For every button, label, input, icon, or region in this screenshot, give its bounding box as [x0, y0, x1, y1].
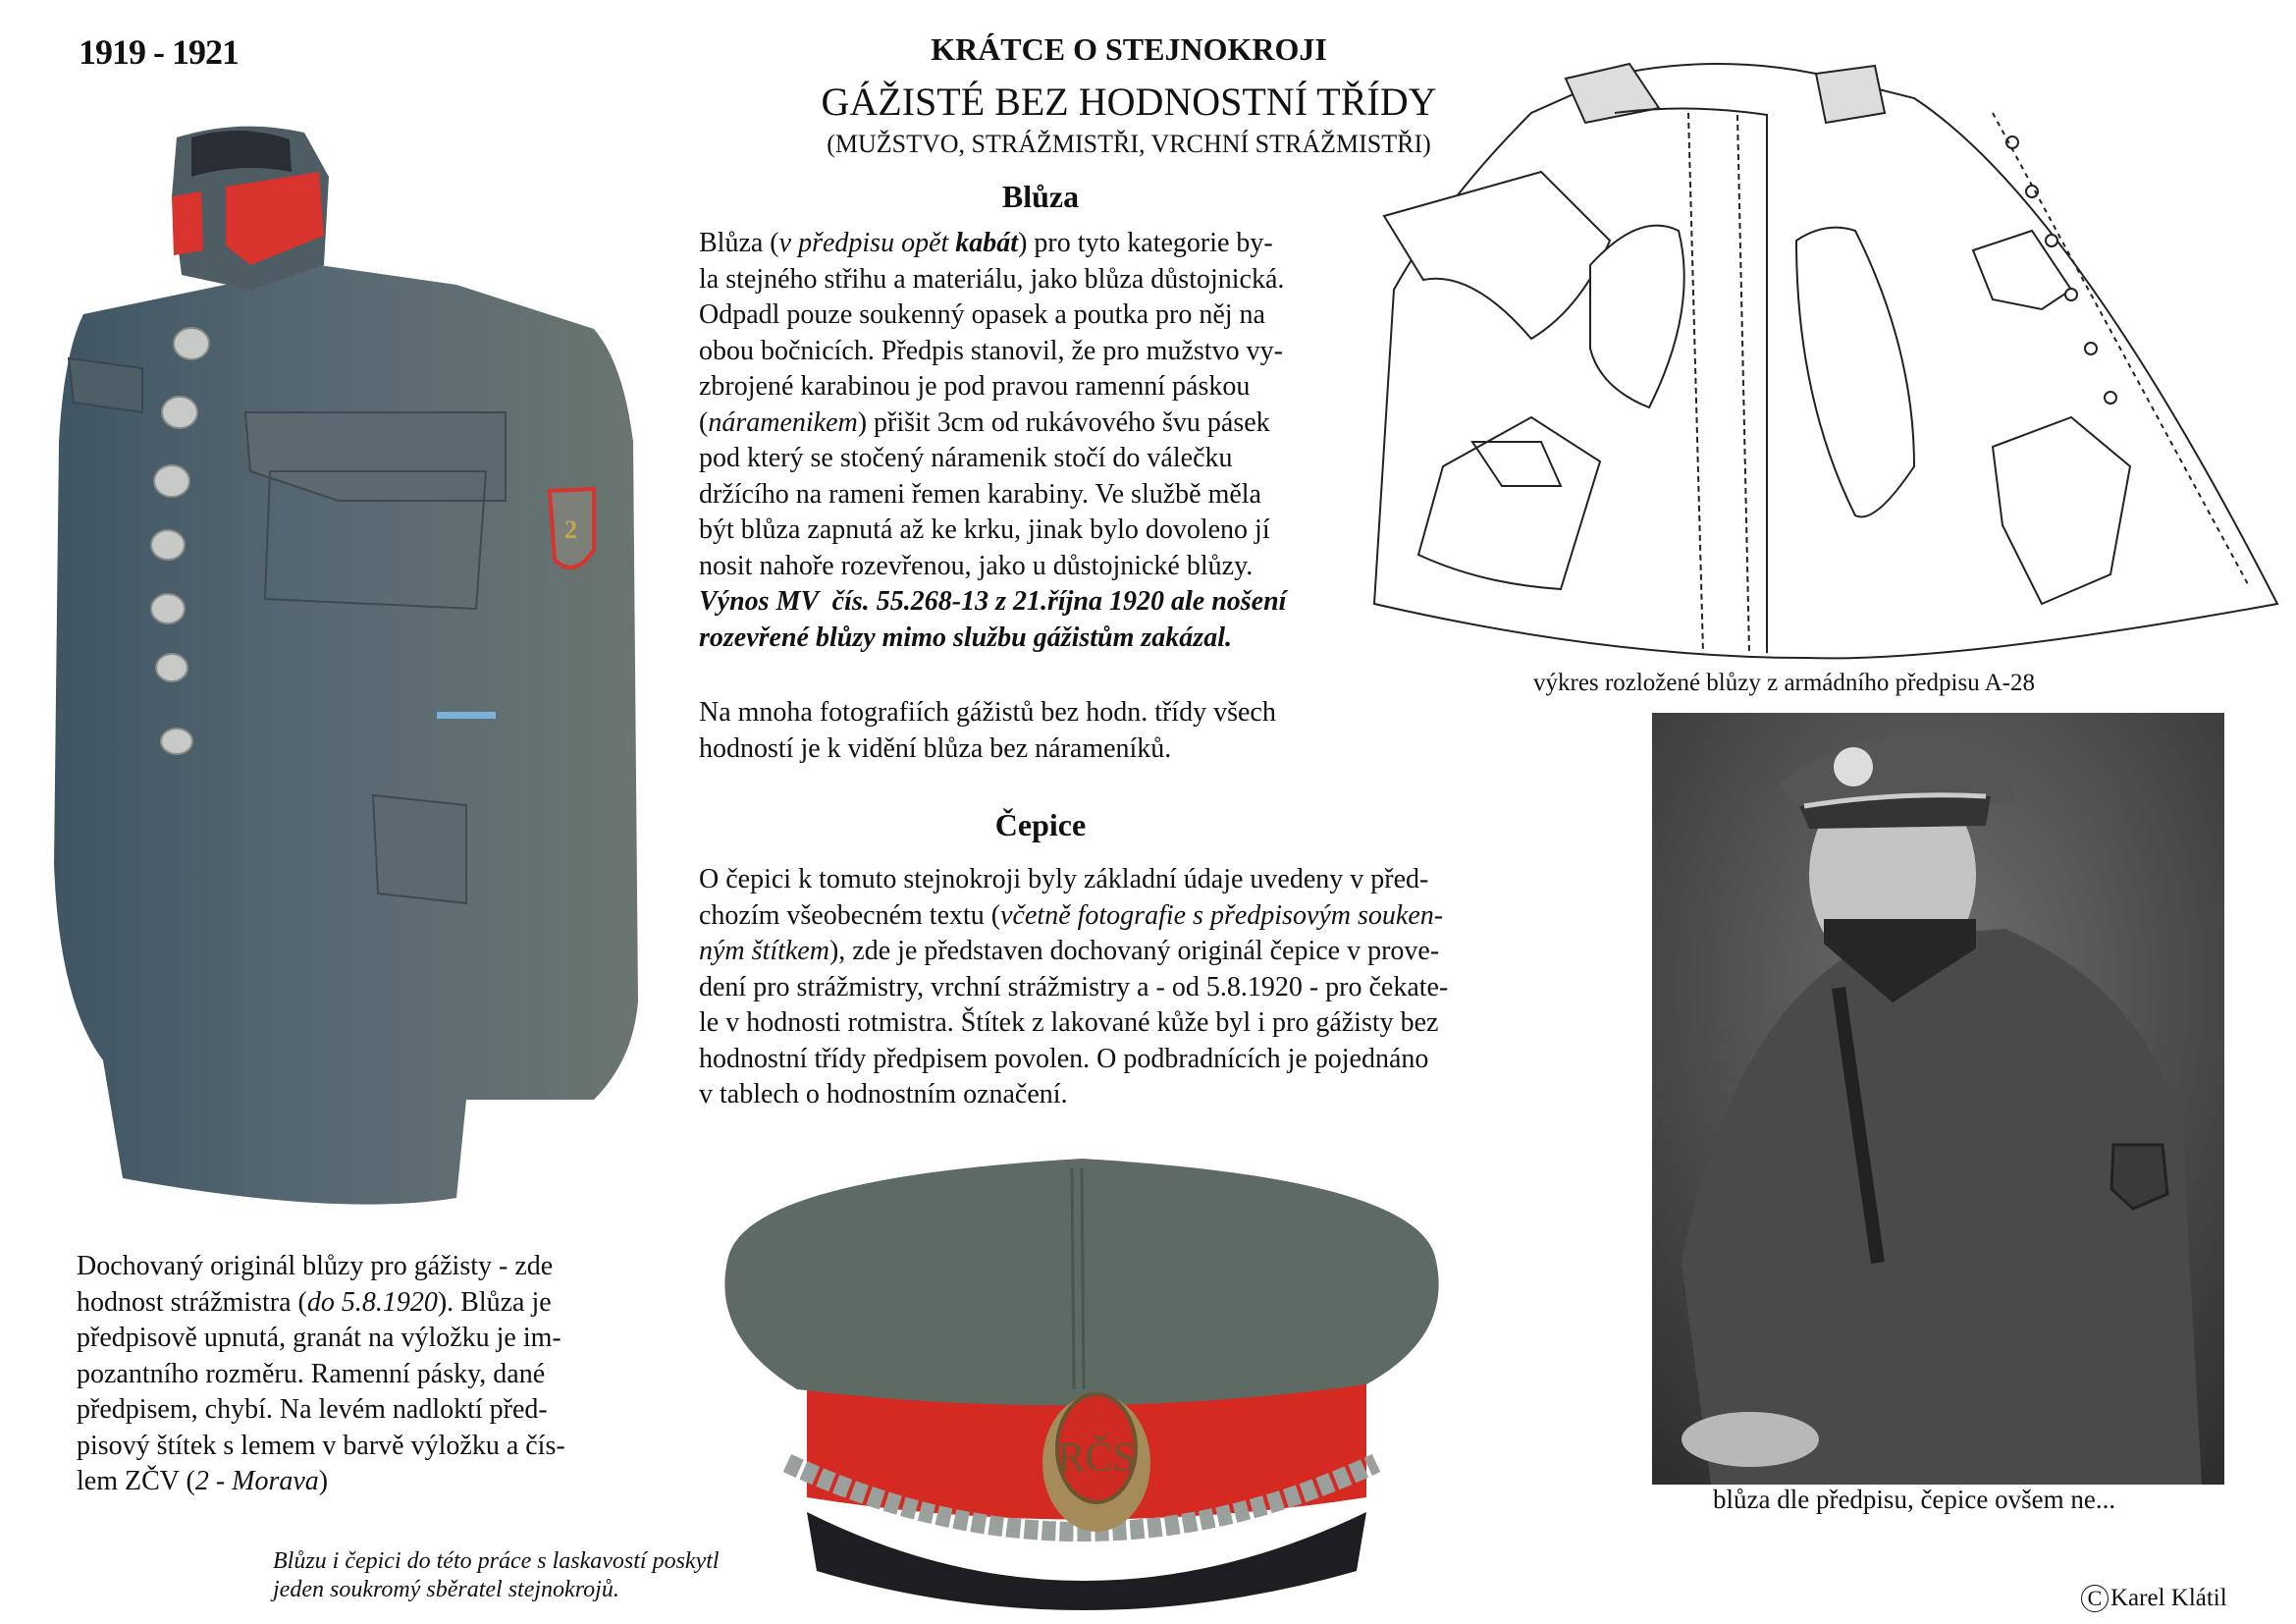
- jacket-photo: [44, 118, 663, 1232]
- portrait-caption: blůza dle předpisu, čepice ovšem ne...: [1713, 1485, 2116, 1514]
- text-line: [699, 621, 1366, 657]
- text-line: [699, 695, 1366, 731]
- text-run: do 5.8.1920: [306, 1286, 438, 1318]
- text-line: [699, 441, 1366, 477]
- text-line: [77, 1464, 666, 1500]
- text-line: [77, 1249, 666, 1285]
- drawing-caption: výkres rozložené blůzy z armádního předpisu A-28: [1533, 670, 2035, 696]
- text-run: Na mnoha fotografiích gážistů bez hodn. třídy všech: [699, 697, 1276, 728]
- text-line: [699, 226, 1366, 262]
- jacket-caption: [77, 1249, 666, 1500]
- text-run: kabát: [955, 228, 1019, 258]
- text-line: [77, 1321, 666, 1357]
- text-run: ným štítkem: [699, 936, 829, 966]
- text-line: [699, 298, 1366, 334]
- text-line: [699, 1042, 1543, 1078]
- text-run: být blůza zapnutá až ke krku, jinak bylo dovoleno jí: [699, 514, 1270, 545]
- text-run: včetně fotografie s předpisovým souken-: [1000, 899, 1444, 931]
- text-run: ). Blůza je: [437, 1286, 552, 1318]
- text-line: [699, 369, 1366, 406]
- text-line: [699, 898, 1543, 935]
- text-run: ), zde je představen dochovaný originál čepice v prove-: [828, 936, 1440, 966]
- text-run: hodnost strážmistra (: [77, 1286, 307, 1318]
- text-run: hodností je k vidění blůza bez nárameníků.: [699, 732, 1172, 764]
- text-run: Výnos MV čís. 55.268-13 z 21.října 1920 ale nošení: [699, 586, 1287, 617]
- text-run: Dochovaný originál blůzy pro gážisty - zde: [77, 1251, 554, 1281]
- text-run: nosit nahoře rozevřenou, jako u důstojnické blůzy.: [699, 550, 1254, 581]
- section-heading-bluza: Blůza: [1001, 179, 1080, 214]
- text-line: [699, 934, 1543, 970]
- text-run: pozantního rozměru. Ramenní pásky, dané: [77, 1358, 546, 1389]
- text-run: pod který se stočený náramenik stočí do válečku: [699, 443, 1233, 473]
- text-run: obou bočnicích. Předpis stanovil, že pro mužstvo vy-: [699, 335, 1283, 366]
- text-run: la stejného střihu a materiálu, jako blůza důstojnická.: [699, 263, 1285, 295]
- text-line: [699, 513, 1366, 549]
- paragraph-bluza: [699, 226, 1366, 656]
- text-run: ): [318, 1466, 329, 1496]
- text-run: předpisově upnutá, granát na výložku je im-: [77, 1323, 561, 1353]
- text-run: předpisem, chybí. Na levém nadloktí před-: [77, 1394, 548, 1425]
- peaked-cap-photo: [709, 1139, 1455, 1620]
- text-line: [699, 862, 1543, 898]
- text-run: lem ZČV (: [77, 1466, 195, 1496]
- text-line: [77, 1429, 666, 1465]
- text-run: dení pro strážmistry, vrchní strážmistry a - od 5.8.1920 - pro čekate-: [699, 971, 1449, 1002]
- text-line: [699, 334, 1366, 370]
- text-run: (: [699, 406, 709, 438]
- text-run: jeden soukromý sběratel stejnokrojů.: [273, 1577, 619, 1602]
- text-run: rozevřené blůzy mimo službu gážistům zakázal.: [699, 622, 1232, 653]
- jacket-pattern-drawing: [1364, 54, 2287, 663]
- text-line: [699, 1077, 1543, 1113]
- text-line: [699, 549, 1366, 585]
- document-title: KRÁTCE O STEJNOKROJI: [931, 31, 1327, 67]
- years-label: 1919 - 1921: [79, 32, 239, 72]
- categories-subtitle: (MUŽSTVO, STRÁŽMISTŘI, VRCHNÍ STRÁŽMISTŘI): [827, 130, 1431, 158]
- collar-patch-left: [172, 191, 203, 255]
- soldier-portrait-photo: [1652, 713, 2224, 1485]
- text-run: Odpadl pouze soukenný opasek a poutka pro něj na: [699, 299, 1265, 330]
- text-line: [699, 731, 1366, 768]
- text-run: Blůzu i čepici do této práce s laskavostí poskytl: [273, 1548, 720, 1574]
- text-line: [77, 1392, 666, 1429]
- text-line: [699, 477, 1366, 514]
- text-line: [77, 1285, 666, 1322]
- text-run: pisový štítek s lemem v barvě výložku a čís-: [77, 1430, 565, 1461]
- paragraph-cepice: [699, 862, 1543, 1113]
- text-line: [699, 584, 1366, 621]
- text-line: [699, 1005, 1543, 1042]
- sleeve-badge-number: 2: [564, 515, 577, 544]
- text-run: O čepici k tomuto stejnokroji byly základní údaje uvedeny v před-: [699, 864, 1429, 894]
- text-line: [699, 970, 1543, 1006]
- copyright: [2081, 1585, 2227, 1612]
- cap-badge-monogram: RČS: [1057, 1435, 1136, 1481]
- text-run: v tablech o hodnostním označení.: [699, 1079, 1068, 1110]
- document-subtitle: GÁŽISTÉ BEZ HODNOSTNÍ TŘÍDY: [821, 80, 1437, 124]
- text-run: ) pro tyto kategorie by-: [1018, 228, 1273, 258]
- text-run: držícího na rameni řemen karabiny. Ve službě měla: [699, 478, 1261, 510]
- text-line: [77, 1357, 666, 1393]
- text-run: náramenikem: [708, 406, 858, 438]
- text-run: zbrojené karabinou je pod pravou ramenní páskou: [699, 371, 1251, 402]
- text-run: ) přišit 3cm od rukávového švu pásek: [857, 406, 1270, 438]
- text-run: chozím všeobecném textu (: [699, 899, 1001, 931]
- text-run: Blůza (: [699, 228, 779, 258]
- text-line: [699, 406, 1366, 442]
- text-run: v předpisu opět: [778, 228, 956, 258]
- copyright-author: Karel Klátil: [2110, 1585, 2227, 1611]
- paragraph-bluza-photos: [699, 695, 1366, 767]
- text-run: le v hodnosti rotmistra. Štítek z lakované kůže byl i pro gážisty bez: [699, 1007, 1439, 1038]
- text-run: hodnostní třídy předpisem povolen. O podbradnících je pojednáno: [699, 1043, 1429, 1074]
- section-heading-cepice: Čepice: [994, 807, 1087, 842]
- text-line: [699, 262, 1366, 298]
- text-run: 2 - Morava: [194, 1466, 319, 1496]
- copyright-icon: C: [2081, 1585, 2109, 1612]
